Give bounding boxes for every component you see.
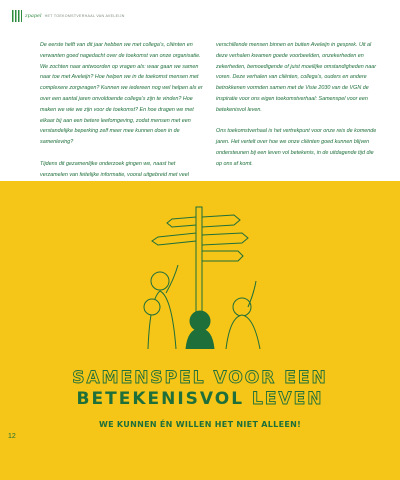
text-column-left	[40, 40, 204, 191]
page-header	[12, 10, 125, 22]
feature-title-line2	[0, 389, 400, 409]
text-column-right	[216, 40, 380, 191]
paragraph: Ons toekomstverhaal is het vertrekpunt voor onze reis de komende jaren. Het vertelt over hoe we onze cliënten goed kunnen blijven ondersteunen bij een leven vol betekenis, in de uitdagende tijd die op ons af komt.	[216, 128, 377, 167]
feature-subtitle-wrap	[0, 414, 400, 432]
feature-title-rest: LEVEN	[251, 389, 324, 409]
body-text	[40, 40, 380, 191]
brand-name: zpapel	[25, 13, 42, 19]
paragraph: Tijdens dit gezamenlijke onderzoek gingen we, naast het verzamelen van feitelijke informatie, vooral uitgebreid met veel	[40, 160, 189, 178]
breadcrumb: HET TOEKOMSTVERHAAL VAN AVELEIJN	[44, 14, 125, 18]
feature-title-emphasis: BETEKENISVOL	[76, 389, 245, 409]
paragraph: De eerste helft van dit jaar hebben we met collega’s, cliënten en verwanten goed nagedacht over de toekomst van onze organisatie. We zochten naar antwoorden op vragen als: waar gaan we samen naar toe met Aveleijn? Hoe helpen we in de toekomst mensen met complexere zorgvragen? Kunnen we iedereen nog wel helpen als er over een aantal jaren onvoldoende collega’s zijn te vinden? Hoe maken we wie we zijn voor de toekomst? En hoe dragen we met elkaar bij aan een betere leefomgeving, zodat mensen met een verstandelijke beperking zelf meer mee kunnen doen in de samenleving?	[40, 42, 203, 146]
paragraph: verschillende mensen binnen en buiten Aveleijn in gesprek. Uit al deze verhalen kwamen goede voorbeelden, onzekerheden en zekerheden, bemoedigende of juist moeilijke omstandigheden naar voren. Deze verhalen van cliënten, collega’s, ouders en andere betrokkenen vormden samen met de Visie 2030 van de VGN de inspiratie voor ons eigen toekomstverhaal: Samenspel voor een betekenisvol leven.	[216, 42, 377, 113]
header-lines-icon	[12, 10, 22, 22]
feature-panel	[0, 181, 400, 480]
page-number: 12	[8, 433, 16, 440]
feature-title-line1: SAMENSPEL VOOR EEN	[72, 368, 328, 388]
feature-subtitle: WE KUNNEN ÉN WILLEN HET NIET ALLEEN!	[98, 420, 302, 429]
signpost-illustration-icon	[130, 189, 270, 349]
